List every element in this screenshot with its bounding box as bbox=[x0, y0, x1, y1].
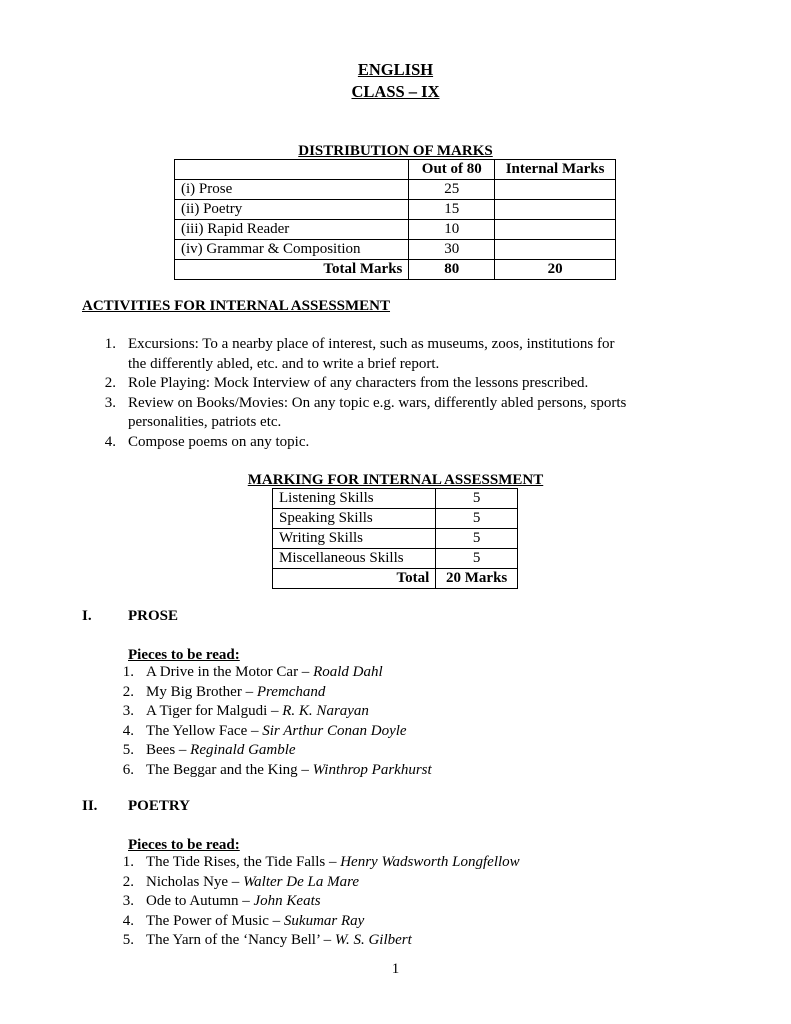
table-header-out-of-80: Out of 80 bbox=[409, 160, 495, 180]
list-item: 1. The Tide Rises, the Tide Falls – Henry Wadsworth Longfellow bbox=[122, 854, 520, 870]
table-cell bbox=[495, 200, 616, 220]
table-cell: 5 bbox=[436, 549, 518, 569]
table-total-row bbox=[273, 569, 518, 589]
list-item: 4. The Yellow Face – Sir Arthur Conan Doyle bbox=[122, 722, 407, 739]
prose-list bbox=[122, 663, 706, 780]
page-number: 1 bbox=[391, 961, 400, 977]
list-item: 1. A Drive in the Motor Car – Roald Dahl bbox=[122, 664, 383, 680]
marking-table bbox=[272, 488, 518, 589]
table-cell: Writing Skills bbox=[273, 529, 436, 549]
list-item: 5. Bees – Reginald Gamble bbox=[122, 742, 296, 758]
list-item: 4. Compose poems on any topic. bbox=[104, 433, 310, 450]
table-row bbox=[273, 529, 518, 549]
table-header-row bbox=[175, 160, 616, 180]
table-cell: Listening Skills bbox=[273, 489, 436, 509]
list-item: 3. Review on Books/Movies: On any topic e.g. wars, differently abled persons, sports personalities, patriots etc. bbox=[104, 394, 627, 430]
table-row bbox=[273, 549, 518, 569]
table-cell: 5 bbox=[436, 529, 518, 549]
table-cell: 10 bbox=[409, 220, 495, 240]
section-number-poetry: II. bbox=[82, 798, 98, 814]
section-number-prose: I. bbox=[82, 608, 92, 624]
list-item: 6. The Beggar and the King – Winthrop Parkhurst bbox=[122, 761, 432, 778]
list-item: 4. The Power of Music – Sukumar Ray bbox=[122, 912, 365, 929]
document-subtitle: CLASS – IX bbox=[351, 82, 440, 101]
table-cell bbox=[495, 240, 616, 260]
table-cell: 15 bbox=[409, 200, 495, 220]
table-cell: 25 bbox=[409, 180, 495, 200]
table-cell bbox=[495, 220, 616, 240]
table-row bbox=[175, 220, 616, 240]
poetry-subheading: Pieces to be read: bbox=[128, 837, 240, 853]
table-total-row bbox=[175, 260, 616, 280]
table-header-internal-marks: Internal Marks bbox=[495, 160, 616, 180]
table-cell: 80 bbox=[409, 260, 495, 280]
list-item: 2. Nicholas Nye – Walter De La Mare bbox=[122, 873, 360, 890]
list-item: 1. Excursions: To a nearby place of interest, such as museums, zoos, institutions for the differently abled, etc. and to write a brief report. bbox=[104, 336, 615, 372]
list-item: 5. The Yarn of the ‘Nancy Bell’ – W. S. Gilbert bbox=[122, 932, 412, 948]
table-cell bbox=[495, 180, 616, 200]
table-row bbox=[273, 489, 518, 509]
table-cell bbox=[175, 160, 409, 180]
table-cell: 30 bbox=[409, 240, 495, 260]
activities-heading: ACTIVITIES FOR INTERNAL ASSESSMENT bbox=[82, 298, 391, 314]
table-row bbox=[175, 240, 616, 260]
poetry-list bbox=[122, 853, 706, 951]
prose-subheading: Pieces to be read: bbox=[128, 647, 240, 663]
list-item: 2. Role Playing: Mock Interview of any characters from the lessons prescribed. bbox=[104, 375, 589, 391]
table-row bbox=[175, 180, 616, 200]
table-row bbox=[175, 200, 616, 220]
table-cell: Total Marks bbox=[175, 260, 409, 280]
activities-list bbox=[104, 335, 718, 452]
section-title-prose: PROSE bbox=[128, 608, 179, 624]
marking-heading: MARKING FOR INTERNAL ASSESSMENT bbox=[247, 472, 544, 488]
section-title-poetry: POETRY bbox=[128, 798, 190, 814]
table-cell: Miscellaneous Skills bbox=[273, 549, 436, 569]
table-cell: 5 bbox=[436, 489, 518, 509]
distribution-table bbox=[174, 159, 616, 280]
document-title: ENGLISH bbox=[357, 60, 434, 79]
list-item: 3. Ode to Autumn – John Keats bbox=[122, 893, 321, 909]
table-cell: Speaking Skills bbox=[273, 509, 436, 529]
list-item: 2. My Big Brother – Premchand bbox=[122, 683, 326, 700]
table-cell: (ii) Poetry bbox=[175, 200, 409, 220]
table-row bbox=[273, 509, 518, 529]
table-cell: 20 Marks bbox=[436, 569, 518, 589]
table-cell: (iii) Rapid Reader bbox=[175, 220, 409, 240]
table-cell: (iv) Grammar & Composition bbox=[175, 240, 409, 260]
table-cell: (i) Prose bbox=[175, 180, 409, 200]
distribution-heading: DISTRIBUTION OF MARKS bbox=[298, 143, 493, 159]
table-cell: 20 bbox=[495, 260, 616, 280]
table-cell: 5 bbox=[436, 509, 518, 529]
table-cell: Total bbox=[273, 569, 436, 589]
list-item: 3. A Tiger for Malgudi – R. K. Narayan bbox=[122, 703, 369, 719]
